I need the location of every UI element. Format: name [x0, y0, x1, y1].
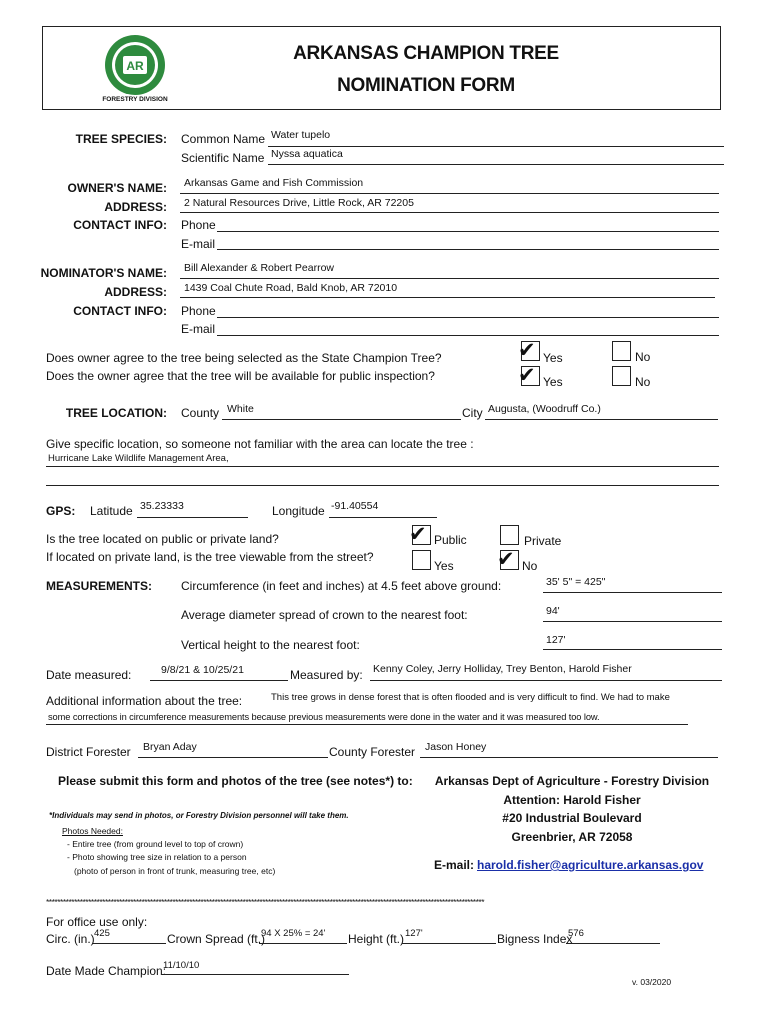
- gps-label: GPS:: [46, 504, 76, 518]
- form-title-line1: ARKANSAS CHAMPION TREE: [293, 43, 559, 64]
- owner-address-value[interactable]: 2 Natural Resources Drive, Little Rock, AR 72205: [184, 197, 414, 209]
- nominator-contact-label: CONTACT INFO:: [73, 304, 167, 318]
- nominator-email-line[interactable]: [217, 335, 719, 336]
- agree-inspection-no-label: No: [635, 375, 651, 389]
- mail-address-line3: #20 Industrial Boulevard: [502, 811, 642, 825]
- owner-phone-line[interactable]: [217, 231, 719, 232]
- additional-info-line2[interactable]: some corrections in circumference measurements because previous measurements were done in the water and it was measured too low.: [48, 712, 600, 722]
- agree-champion-no-label: No: [635, 350, 651, 364]
- common-name-value[interactable]: Water tupelo: [271, 129, 331, 141]
- date-made-champion-value[interactable]: 11/10/10: [163, 960, 200, 971]
- logo-caption: FORESTRY DIVISION: [102, 96, 168, 103]
- crown-spread-line[interactable]: [543, 621, 722, 622]
- agree-champion-yes-label: Yes: [543, 351, 563, 365]
- district-forester-value[interactable]: Bryan Aday: [143, 741, 197, 753]
- measured-by-value[interactable]: Kenny Coley, Jerry Holliday, Trey Benton, Harold Fisher: [373, 663, 632, 675]
- owner-contact-label: CONTACT INFO:: [73, 218, 167, 232]
- county-label: County: [181, 406, 220, 420]
- public-private-question: Is the tree located on public or private land?: [46, 532, 279, 546]
- crown-spread-value[interactable]: 94': [546, 605, 560, 617]
- county-forester-label: County Forester: [329, 745, 416, 759]
- photos-note: *Individuals may send in photos, or Forestry Division personnel will take them.: [49, 811, 349, 820]
- county-forester-value[interactable]: Jason Honey: [425, 741, 487, 753]
- office-height-line[interactable]: [402, 943, 496, 944]
- submit-heading: Please submit this form and photos of the tree (see notes*) to:: [58, 774, 413, 788]
- office-height-label: Height (ft.): [348, 932, 405, 946]
- circumference-line[interactable]: [543, 592, 722, 593]
- viewable-yes-label: Yes: [434, 559, 454, 573]
- photo-requirement-1: - Entire tree (from ground level to top of crown): [67, 839, 244, 849]
- agree-inspection-no-checkbox[interactable]: [612, 366, 631, 386]
- owner-phone-label: Phone: [181, 218, 216, 232]
- measured-by-line[interactable]: [370, 680, 722, 681]
- agree-inspection-question: Does the owner agree that the tree will be available for public inspection?: [46, 369, 435, 383]
- circumference-label: Circumference (in feet and inches) at 4.5 feet above ground:: [181, 579, 502, 593]
- office-crown-line[interactable]: [259, 943, 347, 944]
- office-circ-value[interactable]: 425: [94, 928, 110, 939]
- nominator-phone-label: Phone: [181, 304, 216, 318]
- common-name-label: Common Name: [181, 132, 266, 146]
- additional-info-underline[interactable]: [46, 724, 688, 725]
- nominator-address-value[interactable]: 1439 Coal Chute Road, Bald Knob, AR 72010: [184, 282, 398, 294]
- county-line[interactable]: [222, 419, 461, 420]
- nominator-email-label: E-mail: [181, 322, 216, 336]
- viewable-yes-checkbox[interactable]: [412, 550, 431, 570]
- office-circ-label: Circ. (in.): [46, 932, 95, 946]
- owner-email-label: E-mail: [181, 237, 216, 251]
- district-forester-line[interactable]: [138, 757, 328, 758]
- specific-location-label: Give specific location, so someone not familiar with the area can locate the tree :: [46, 437, 474, 451]
- agree-champion-question: Does owner agree to the tree being selected as the State Champion Tree?: [46, 351, 442, 365]
- submit-email-link[interactable]: harold.fisher@agriculture.arkansas.gov: [477, 858, 704, 872]
- owner-address-label: ADDRESS:: [104, 200, 167, 214]
- office-separator: ************************************************************************************************************************************************************: [46, 897, 485, 907]
- nominator-name-label: NOMINATOR'S NAME:: [40, 266, 167, 280]
- office-circ-line[interactable]: [92, 943, 166, 944]
- forestry-division-logo-icon: [104, 34, 166, 96]
- owner-name-label: OWNER'S NAME:: [67, 181, 167, 195]
- date-made-champion-line[interactable]: [161, 974, 349, 975]
- photo-requirement-3: (photo of person in front of trunk, measuring tree, etc): [74, 866, 276, 876]
- office-bigness-line[interactable]: [566, 943, 660, 944]
- date-measured-line[interactable]: [150, 680, 288, 681]
- city-line[interactable]: [485, 419, 718, 420]
- agree-champion-no-checkbox[interactable]: [612, 341, 631, 361]
- longitude-value[interactable]: -91.40554: [331, 500, 379, 512]
- owner-address-line[interactable]: [180, 212, 719, 213]
- nominator-phone-line[interactable]: [217, 317, 719, 318]
- scientific-name-line[interactable]: [268, 164, 724, 165]
- specific-location-line2[interactable]: [46, 485, 719, 486]
- check-mark-icon: ✔: [497, 548, 515, 571]
- latitude-value[interactable]: 35.23333: [140, 500, 184, 512]
- owner-name-line[interactable]: [180, 193, 719, 194]
- district-forester-label: District Forester: [46, 745, 131, 759]
- latitude-line[interactable]: [137, 517, 248, 518]
- additional-info-line1[interactable]: This tree grows in dense forest that is often flooded and is very difficult to find. We had to make: [271, 692, 670, 703]
- mail-address-line1: Arkansas Dept of Agriculture - Forestry Division: [434, 774, 710, 788]
- date-made-champion-label: Date Made Champion:: [46, 964, 167, 978]
- longitude-label: Longitude: [272, 504, 325, 518]
- office-use-label: For office use only:: [46, 915, 148, 929]
- city-label: City: [462, 406, 483, 420]
- office-crown-label: Crown Spread (ft.): [167, 932, 266, 946]
- check-mark-icon: ✔: [518, 364, 536, 387]
- specific-location-value[interactable]: Hurricane Lake Wildlife Management Area,: [48, 453, 229, 464]
- photo-requirement-2: - Photo showing tree size in relation to a person: [67, 852, 247, 862]
- office-bigness-label: Bigness Index: [497, 932, 573, 946]
- owner-email-line[interactable]: [217, 249, 719, 250]
- viewable-question: If located on private land, is the tree viewable from the street?: [46, 550, 374, 564]
- nominator-address-label: ADDRESS:: [104, 285, 167, 299]
- office-crown-value[interactable]: 94 X 25% = 24': [261, 928, 326, 939]
- mail-address-line2: Attention: Harold Fisher: [503, 793, 641, 807]
- photos-needed-heading: Photos Needed:: [62, 826, 123, 836]
- office-height-value[interactable]: 127': [405, 928, 423, 939]
- tree-species-label: TREE SPECIES:: [75, 132, 167, 146]
- scientific-name-value[interactable]: Nyssa aquatica: [271, 148, 343, 160]
- height-label: Vertical height to the nearest foot:: [181, 638, 360, 652]
- scientific-name-label: Scientific Name: [181, 151, 265, 165]
- nominator-name-line[interactable]: [180, 278, 719, 279]
- city-value[interactable]: Augusta, (Woodruff Co.): [488, 403, 601, 415]
- check-mark-icon: ✔: [518, 339, 536, 362]
- latitude-label: Latitude: [90, 504, 133, 518]
- height-line[interactable]: [543, 649, 722, 650]
- date-measured-value[interactable]: 9/8/21 & 10/25/21: [161, 664, 244, 676]
- form-version: v. 03/2020: [632, 977, 672, 987]
- nominator-address-line[interactable]: [180, 297, 715, 298]
- logo-text: AR: [126, 59, 144, 73]
- crown-spread-label: Average diameter spread of crown to the nearest foot:: [181, 608, 468, 622]
- owner-name-value[interactable]: Arkansas Game and Fish Commission: [184, 177, 364, 189]
- form-title-line2: NOMINATION FORM: [337, 75, 515, 96]
- height-value[interactable]: 127': [546, 634, 566, 646]
- county-value[interactable]: White: [227, 403, 254, 415]
- mail-address-line4: Greenbrier, AR 72058: [511, 830, 633, 844]
- agree-inspection-yes-label: Yes: [543, 375, 563, 389]
- circumference-value[interactable]: 35' 5" = 425": [546, 576, 606, 588]
- longitude-line[interactable]: [329, 517, 437, 518]
- office-bigness-value[interactable]: 576: [568, 928, 584, 939]
- public-label: Public: [434, 533, 467, 547]
- private-label: Private: [524, 534, 562, 548]
- nominator-name-value[interactable]: Bill Alexander & Robert Pearrow: [184, 262, 334, 274]
- submit-email-label: E-mail:: [434, 858, 475, 872]
- measured-by-label: Measured by:: [290, 668, 363, 682]
- additional-info-label: Additional information about the tree:: [46, 694, 243, 708]
- common-name-line[interactable]: [268, 146, 724, 147]
- private-checkbox[interactable]: [500, 525, 519, 545]
- date-measured-label: Date measured:: [46, 668, 132, 682]
- specific-location-line1[interactable]: [46, 466, 719, 467]
- viewable-no-label: No: [522, 559, 538, 573]
- check-mark-icon: ✔: [409, 523, 427, 546]
- county-forester-line[interactable]: [420, 757, 718, 758]
- tree-location-label: TREE LOCATION:: [65, 406, 167, 420]
- measurements-label: MEASUREMENTS:: [46, 579, 153, 593]
